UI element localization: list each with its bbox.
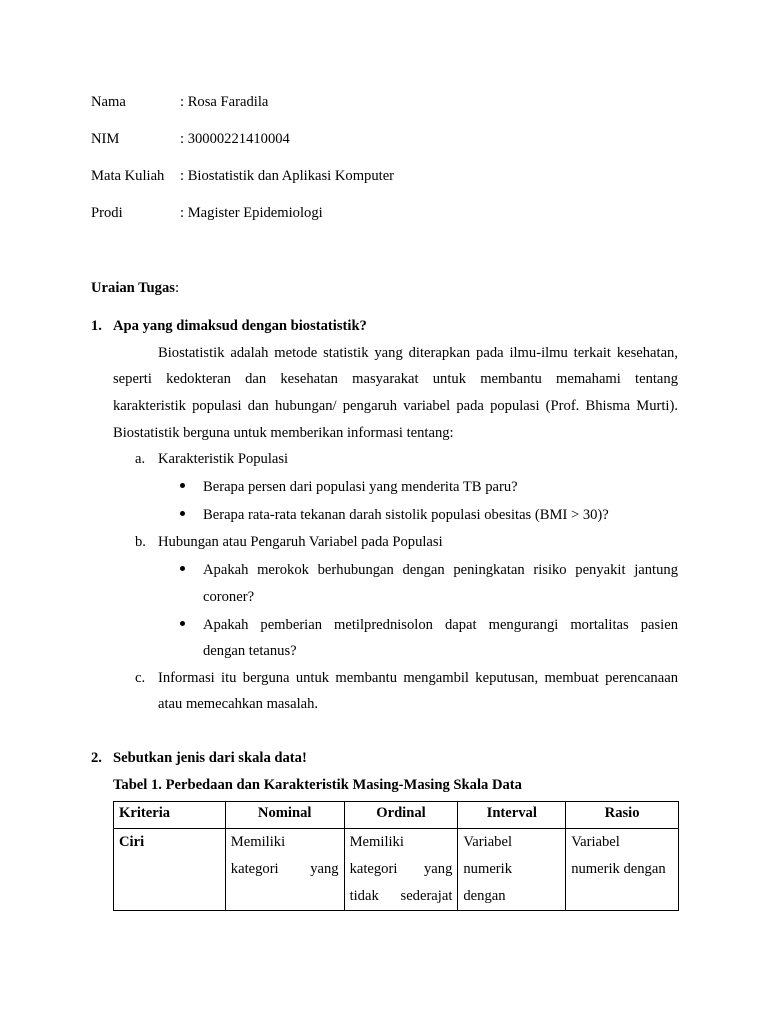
cell-line: Memiliki — [230, 834, 286, 850]
question-1-text: Apa yang dimaksud dengan biostatistik? — [113, 318, 367, 334]
info-label: Prodi — [91, 205, 123, 221]
table-caption: Tabel 1. Perbedaan dan Karakteristik Masing-Masing Skala Data — [113, 777, 522, 793]
table-cell — [114, 829, 226, 911]
table-header-row — [114, 802, 679, 829]
bullet-text: Berapa rata-rata tekanan darah sistolik populasi obesitas (BMI > 30)? — [203, 507, 609, 523]
list-item-text: Karakteristik Populasi — [158, 451, 289, 467]
info-value: : Biostatistik dan Aplikasi Komputer — [180, 168, 395, 184]
list-item-text: Informasi itu berguna untuk membantu mengambil keputusan, membuat perencanaan — [158, 670, 678, 686]
bullet-icon — [180, 560, 188, 568]
table-row — [114, 829, 679, 911]
info-label: Nama — [91, 94, 126, 110]
scale-table — [113, 801, 679, 911]
paragraph-line: Biostatistik berguna untuk memberikan informasi tentang: — [113, 425, 454, 441]
question-2-text: Sebutkan jenis dari skala data! — [113, 750, 307, 766]
paragraph-line: seperti kedokteran dan kesehatan masyarakat untuk membantu memahami tentang — [113, 371, 678, 387]
question-2-number: 2. — [91, 750, 102, 766]
list-marker: b. — [135, 534, 146, 550]
bullet-icon — [180, 505, 188, 513]
table-cell — [225, 829, 344, 911]
bullet-text: Berapa persen dari populasi yang menderita TB paru? — [203, 479, 518, 495]
cell-line: Variabel — [463, 834, 512, 850]
info-value: : Magister Epidemiologi — [180, 205, 323, 221]
section-title-text: Uraian Tugas — [91, 280, 175, 296]
cell-line: kategori yang — [349, 861, 453, 877]
table-cell — [566, 829, 679, 911]
paragraph-line: karakteristik populasi dan hubungan/ pengaruh variabel pada populasi (Prof. Bhisma Murti). — [113, 398, 678, 414]
info-value: : 30000221410004 — [180, 131, 290, 147]
cell-line: tidak sederajat — [349, 888, 453, 904]
info-label: NIM — [91, 131, 120, 147]
list-marker: c. — [135, 670, 146, 686]
paragraph-line: Biostatistik adalah metode statistik yang diterapkan pada ilmu-ilmu terkait kesehatan, — [158, 345, 678, 361]
bullet-text: Apakah pemberian metilprednisolon dapat mengurangi mortalitas pasien — [203, 617, 678, 633]
cell-line: numerik dengan — [571, 861, 666, 877]
bullet-text-continued: dengan tetanus? — [203, 643, 297, 659]
cell-line: Memiliki — [349, 834, 404, 850]
cell-line: kategori yang — [230, 861, 339, 877]
table-header: Interval — [458, 802, 566, 829]
bullet-text-continued: coroner? — [203, 589, 255, 605]
list-item-text-continued: atau memecahkan masalah. — [158, 696, 319, 712]
info-value: : Rosa Faradila — [180, 94, 269, 110]
bullet-icon — [180, 615, 188, 623]
list-item-text: Hubungan atau Pengaruh Variabel pada Populasi — [158, 534, 443, 550]
table-header: Nominal — [225, 802, 344, 829]
section-title — [91, 278, 179, 298]
table-cell — [344, 829, 458, 911]
table-header: Ordinal — [344, 802, 458, 829]
table-header: Kriteria — [114, 802, 226, 829]
bullet-icon — [180, 477, 188, 485]
cell-line: dengan — [463, 888, 506, 904]
info-label: Mata Kuliah — [91, 168, 165, 184]
table-cell — [458, 829, 566, 911]
question-1-number: 1. — [91, 318, 102, 334]
row-label: Ciri — [119, 834, 145, 850]
cell-line: Variabel — [571, 834, 620, 850]
list-marker: a. — [135, 451, 146, 467]
cell-line: numerik — [463, 861, 513, 877]
bullet-text: Apakah merokok berhubungan dengan peningkatan risiko penyakit jantung — [203, 562, 678, 578]
table-header: Rasio — [566, 802, 679, 829]
section-title-colon: : — [174, 280, 180, 296]
